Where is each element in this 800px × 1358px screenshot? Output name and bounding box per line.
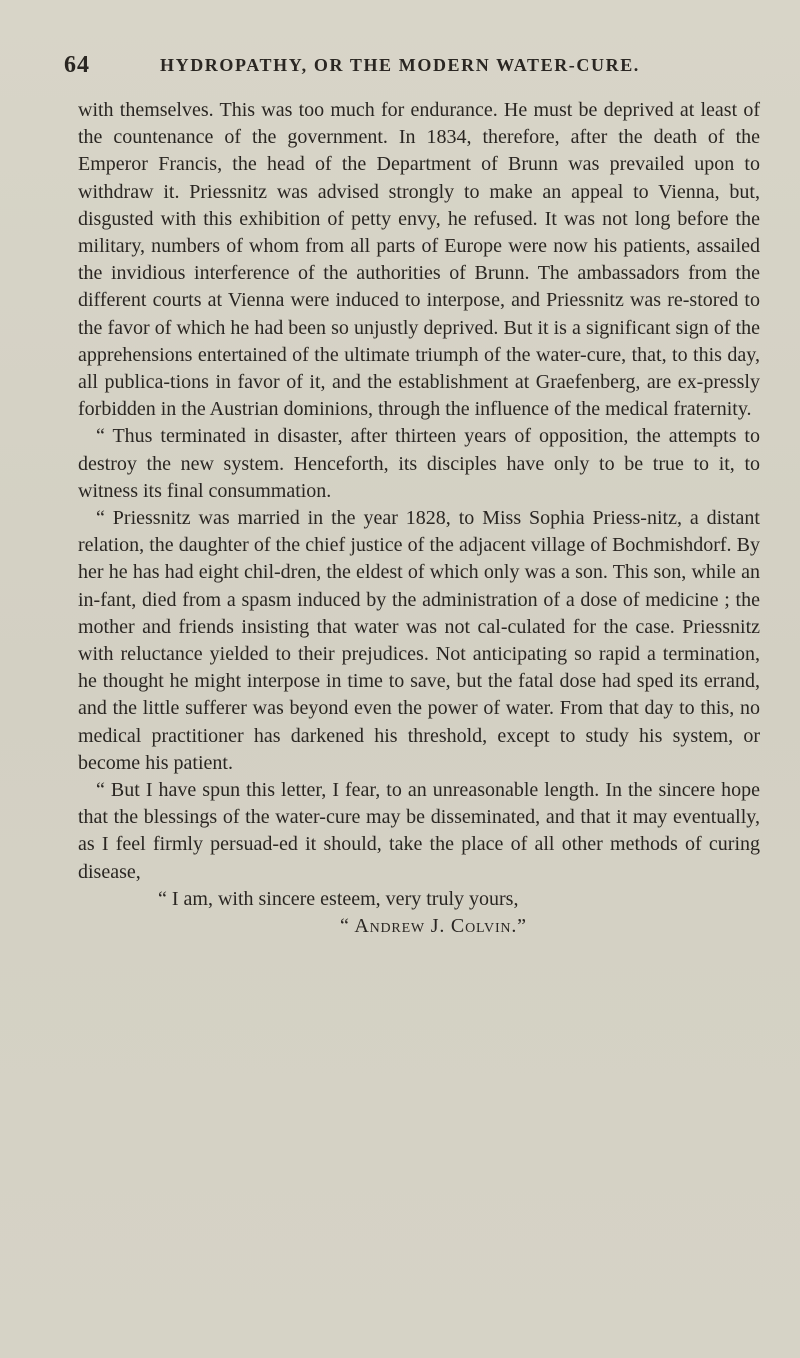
paragraph-2: “ Thus terminated in disaster, after thirteen years of opposition, the attempts to destroy the new system. Henceforth, its disciples have only to be true to it, to witness its final consummation.	[78, 425, 760, 502]
body-text	[78, 97, 760, 940]
closing-line: “ I am, with sincere esteem, very truly yours,	[158, 887, 519, 910]
paragraph-4: “ But I have spun this letter, I fear, to an unreasonable length. In the sincere hope that the blessings of the water-cure may be disseminated, and that it may eventually, as I feel firmly persuad-ed it should, take the place of all other methods of curing disease,	[78, 779, 760, 883]
paragraph-3: “ Priessnitz was married in the year 1828, to Miss Sophia Priess-nitz, a distant relation, the daughter of the chief justice of the adjacent village of Bochmishdorf. By her he has had eight chil-dren, the eldest of which only was a son. This son, while an in-fant, died from a spasm induced by the administration of a dose of medicine ; the mother and friends insisting that water was not cal-culated for the case. Priessnitz with reluctance yielded to their prejudices. Not anticipating so rapid a termination, he thought he might interpose in time to save, but the fatal dose had sped its errand, and the little sufferer was beyond even the power of water. From that day to this, no medical practitioner has darkened his threshold, except to study his system, or become his patient.	[78, 507, 760, 774]
signature: “ Andrew J. Colvin.”	[340, 915, 527, 938]
page-number: 64	[64, 52, 90, 78]
paragraph-1: with themselves. This was too much for endurance. He must be deprived at least of the countenance of the government. In 1834, therefore, after the death of the Emperor Francis, the head of the Department of Brunn was prevailed upon to withdraw it. Priessnitz was advised strongly to make an appeal to Vienna, but, disgusted with this exhibition of petty envy, he refused. It was not long before the military, numbers of whom from all parts of Europe were now his patients, assailed the invidious interference of the authorities of Brunn. The ambassadors from the different courts at Vienna were induced to interpose, and Priessnitz was re-stored to the favor of which he had been so unjustly deprived. But it is a significant sign of the apprehensions entertained of the ultimate triumph of the water-cure, that, to this day, all publica-tions in favor of it, and the establishment at Graefenberg, are ex-pressly forbidden in the Austrian dominions, through the influence of the medical fraternity.	[78, 99, 760, 421]
running-head	[64, 52, 756, 82]
running-title: HYDROPATHY, OR THE MODERN WATER-CURE.	[160, 55, 640, 75]
